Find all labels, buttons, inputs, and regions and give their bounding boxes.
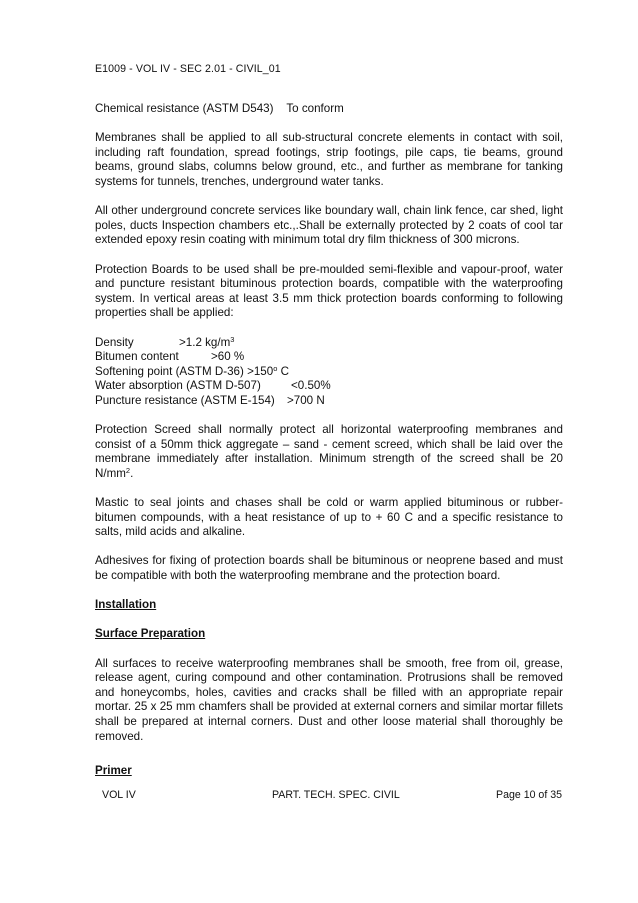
paragraph-screed: Protection Screed shall normally protect all horizontal waterproofing membranes and consist of a 50mm thick aggregate – sand - cement screed, which shall be laid over the membrane immediately after installation. Minimum strength of the screed shall be 20 $N/mm^2$. [95, 423, 563, 480]
property-label: Puncture resistance (ASTM E-154) [95, 393, 275, 407]
property-value: >700 N [287, 393, 325, 407]
property-label: Water absorption (ASTM D-507) [95, 379, 261, 393]
paragraph-protection-boards: Protection Boards to be used shall be pre-moulded semi-flexible and vapour-proof, water and puncture resistant bituminous protection boards, compatible with the waterproofing system. In vertical areas at least 3.5 mm thick protection boards conforming to following properties shall be applied: [95, 262, 563, 320]
property-water [95, 379, 563, 394]
paragraph-adhesives: Adhesives for fixing of protection boards shall be bituminous or neoprene based and must be compatible with both the waterproofing membrane and the protection board. [95, 554, 563, 582]
property-value: >1.2 $kg/m^3$ [179, 334, 235, 349]
property-value: <0.50% [291, 379, 331, 393]
property-bitumen [95, 350, 563, 365]
property-value: C [277, 364, 289, 378]
heading-installation: Installation [95, 598, 157, 612]
property-density [95, 336, 563, 351]
heading-primer: Primer [95, 764, 132, 778]
property-label: Softening point (ASTM D-36) >150 [95, 364, 274, 378]
chemical-resistance-label: Chemical resistance (ASTM D543) [95, 102, 274, 115]
paragraph-underground: All other underground concrete services like boundary wall, chain link fence, car shed, light poles, ducts Inspection chambers etc.,.Shall be externally protected by 2 coats of cool tar extended epoxy resin coating with minimum total dry film thickness of 300 microns. [95, 204, 563, 247]
properties-list [95, 336, 563, 409]
chemical-resistance-value: To conform [286, 102, 344, 115]
property-label: Bitumen content [95, 350, 179, 364]
property-puncture [95, 394, 563, 409]
property-softening: Softening point (ASTM $D-36) >150^o$ C [95, 363, 289, 378]
page-header: E1009 - VOL IV - SEC 2.01 - CIVIL_01 [95, 63, 281, 75]
heading-surface-preparation: Surface Preparation [95, 627, 206, 641]
property-label: Density [95, 335, 134, 349]
footer-page-number: Page 10 of 35 [496, 789, 562, 801]
footer-section: PART. TECH. SPEC. CIVIL [272, 789, 400, 801]
page-content [95, 102, 563, 793]
paragraph-surface: All surfaces to receive waterproofing membranes shall be smooth, free from oil, grease, release agent, curing compound and other contamination. Protrusions shall be removed and honeycombs, holes, cavities and cracks shall be filled with an appropriate repair mortar. 25 x 25 mm chamfers shall be provided at external corners and similar mortar fillets shall be prepared at internal corners. Dust and other loose material shall thoroughly be removed. [95, 656, 563, 743]
property-value: >60 % [211, 350, 245, 364]
chemical-resistance-line [95, 102, 563, 117]
footer-volume: VOL IV [102, 789, 136, 801]
paragraph-mastic: Mastic to seal joints and chases shall be cold or warm applied bituminous or rubber-bitumen compounds, with a heat resistance of up to + 60 C and a specific resistance to salts, mild acids and alkaline. [95, 496, 563, 539]
paragraph-membranes: Membranes shall be applied to all sub-structural concrete elements in contact with soil, including raft foundation, spread footings, strip footings, pile caps, tie beams, ground beams, ground slabs, columns below ground, etc., and further as membrane for tanking systems for tunnels, trenches, underground water tanks. [95, 131, 563, 188]
